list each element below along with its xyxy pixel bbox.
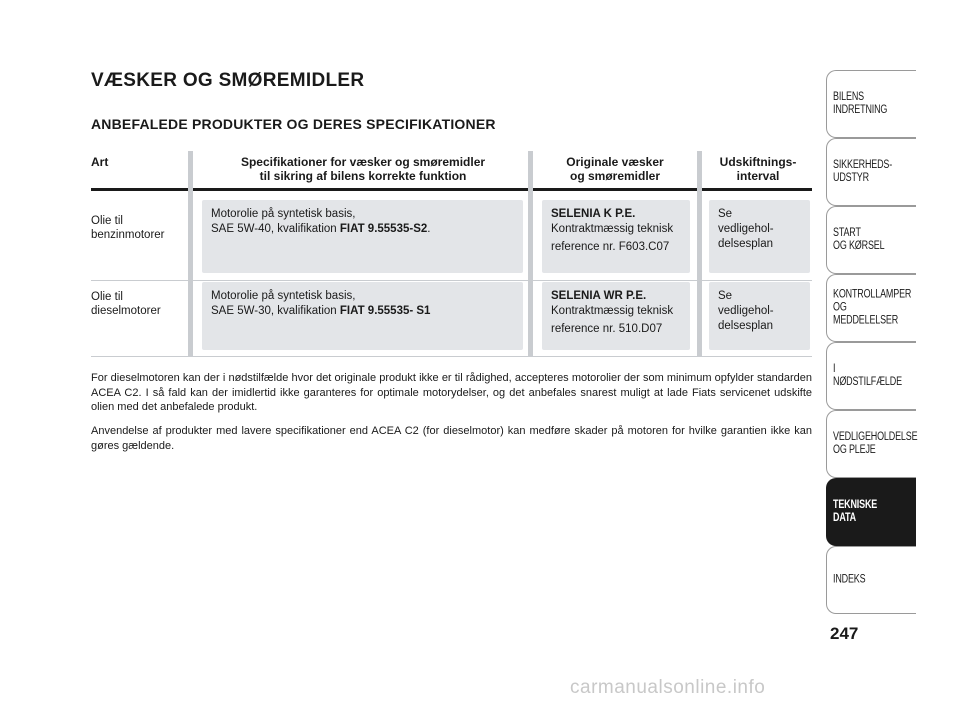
section-subtitle: ANBEFALEDE PRODUKTER OG DERES SPECIFIKATIONER bbox=[91, 116, 496, 132]
column-header-int-line2: interval bbox=[736, 169, 780, 183]
product-name: SELENIA WR P.E. bbox=[551, 290, 647, 302]
note-paragraph: For dieselmotoren kan der i nødstilfælde hvor det originale produkt ikke er til rådighed, accepteres motorolier der som minimum opfylder standarden ACEA C2. I så fald kan der imidlertid ikke garanteres for optimale motorydelser, og det anbefales snarest muligt at lade Fiats servicenet udskifte olien med det anbefalede produkt. bbox=[91, 372, 812, 413]
table-cell-original-fluid: SELENIA K P.E. Kontraktmæssig teknisk reference nr. F603.C07 bbox=[542, 200, 690, 273]
column-separator bbox=[697, 151, 702, 356]
column-header-art-label: Art bbox=[91, 155, 109, 169]
product-name: SELENIA K P.E. bbox=[551, 208, 636, 220]
tab-start-og-korsel[interactable]: START OG KØRSEL bbox=[826, 206, 916, 274]
table-row-label: Olie til benzinmotorer bbox=[91, 215, 165, 241]
page-number: 247 bbox=[830, 624, 859, 643]
tab-i-nodstilfaelde[interactable]: I NØDSTILFÆLDE bbox=[826, 342, 916, 410]
page-title: VÆSKER OG SMØREMIDLER bbox=[91, 70, 365, 91]
tab-tekniske-data[interactable]: TEKNISKE DATA bbox=[826, 478, 916, 546]
tab-bilens-indretning[interactable]: BILENS INDRETNING bbox=[826, 70, 916, 138]
column-header-specifications bbox=[196, 155, 530, 183]
qualification-code: FIAT 9.55535- S1 bbox=[339, 305, 431, 317]
table-cell-specification: Motorolie på syntetisk basis, SAE 5W-40, kvalifikation FIAT 9.55535-S2. bbox=[202, 200, 523, 273]
table-cell-original-fluid: SELENIA WR P.E. Kontraktmæssig teknisk reference nr. 510.D07 bbox=[542, 282, 690, 350]
table-bottom-divider bbox=[91, 356, 812, 357]
tab-sikkerhedsudstyr[interactable]: SIKKERHEDS- UDSTYR bbox=[826, 138, 916, 206]
table-cell-specification: Motorolie på syntetisk basis, SAE 5W-30, kvalifikation FIAT 9.55535- S1 bbox=[202, 282, 523, 350]
column-separator bbox=[528, 151, 533, 356]
column-separator bbox=[188, 151, 193, 356]
column-header-interval bbox=[705, 155, 811, 183]
column-header-int-line1: Udskiftnings- bbox=[719, 155, 797, 169]
table-row-label: Olie til dieselmotorer bbox=[91, 291, 161, 317]
table-cell-interval: Se vedligehol- delsesplan bbox=[709, 282, 810, 350]
column-header-spec-line2: til sikring af bilens korrekte funktion bbox=[259, 169, 467, 183]
column-header-spec-line1: Specifikationer for væsker og smøremidler bbox=[240, 155, 486, 169]
column-header-art bbox=[91, 155, 108, 169]
table-cell-interval: Se vedligehol- delsesplan bbox=[709, 200, 810, 273]
qualification-code: FIAT 9.55535-S2 bbox=[339, 223, 428, 235]
column-header-original-fluids bbox=[535, 155, 695, 183]
row-divider bbox=[91, 280, 812, 281]
column-header-orig-line2: og smøremidler bbox=[569, 169, 661, 183]
tab-vedligeholdelse[interactable]: VEDLIGEHOLDELSE OG PLEJE bbox=[826, 410, 916, 478]
note-paragraph: Anvendelse af produkter med lavere specifikationer end ACEA C2 (for dieselmotor) kan medføre skader på motoren for hvilke garantien ikke kan gøres gældende. bbox=[91, 425, 812, 452]
table-header-divider bbox=[91, 188, 812, 191]
column-header-orig-line1: Originale væsker bbox=[566, 155, 664, 169]
tab-indeks[interactable]: INDEKS bbox=[826, 546, 916, 614]
watermark: carmanualsonline.info bbox=[570, 677, 766, 698]
tab-kontrollamper[interactable]: KONTROLLAMPER OG MEDDELELSER bbox=[826, 274, 916, 342]
